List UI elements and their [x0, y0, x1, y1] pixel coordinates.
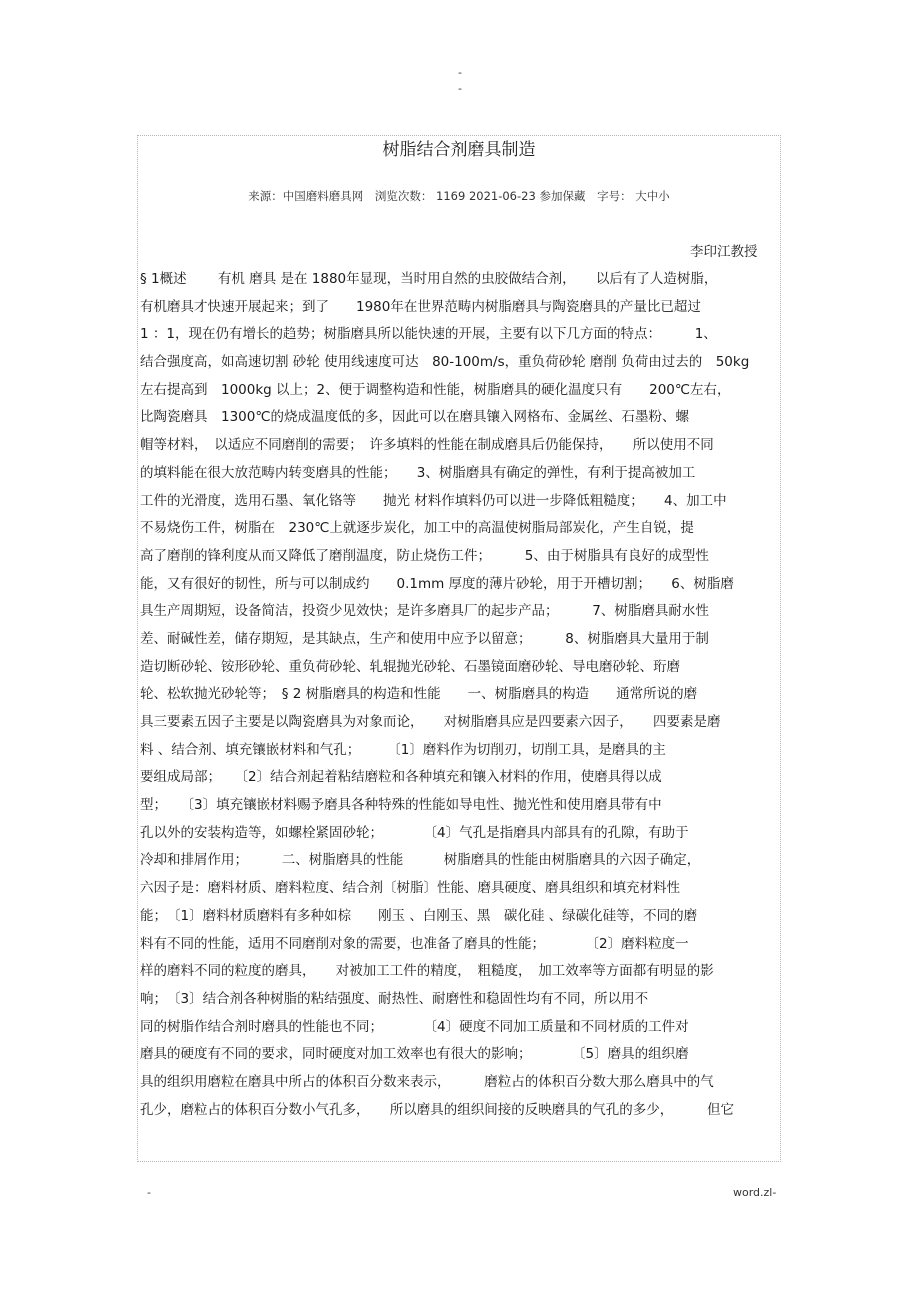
article-title: 树脂结合剂磨具制造 [382, 140, 536, 160]
body-line: 结合强度高，如高速切割 砂轮 使用线速度可达 80-100m/s，重负荷砂轮 磨削 负荷由过去的 50kg [140, 354, 750, 371]
header-mark-top: - [458, 66, 462, 79]
body-line: 六因子是：磨料材质、磨料粒度、结合剂〔树脂〕性能、磨具硬度、磨具组织和填充材料性 [140, 880, 680, 897]
body-line: 样的磨料不同的粒度的磨具， 对被加工工件的精度， 粗糙度， 加工效率等方面都有明显的影 [140, 963, 714, 980]
body-line: 高了磨削的锋利度从而又降低了磨削温度，防止烧伤工件； 5、由于树脂具有良好的成型性 [140, 547, 709, 564]
header-mark-bottom: - [458, 82, 462, 95]
body-line: 型； 〔3〕填充镶嵌材料赐予磨具各种特殊的性能如导电性、抛光性和使用磨具带有中 [140, 797, 662, 814]
body-line: 1 ：1，现在仍有增长的趋势；树脂磨具所以能快速的开展，主要有以下几方面的特点： 1、 [140, 326, 717, 343]
body-line: 帽等材料， 以适应不同磨削的需要； 许多填料的性能在制成磨具后仍能保持， 所以使用不同 [140, 437, 714, 454]
article-body [140, 266, 785, 1124]
body-line: 磨具的硬度有不同的要求，同时硬度对加工效率也有很大的影响； 〔5〕磨具的组织磨 [140, 1046, 689, 1063]
body-line: 冷却和排屑作用； 二、树脂磨具的性能 树脂磨具的性能由树脂磨具的六因子确定， [140, 852, 701, 869]
article-meta [137, 188, 781, 204]
body-line: 具三要素五因子主要是以陶瓷磨具为对象而论， 对树脂磨具应是四要素六因子， 四要素是磨 [140, 714, 721, 730]
body-line: 不易烧伤工件，树脂在 230℃上就逐步炭化，加工中的高温使树脂局部炭化，产生自锐，提 [140, 520, 694, 537]
footer-left-mark: - [147, 1186, 151, 1199]
body-line: 工件的光滑度，选用石墨、氧化铬等 抛光 材料作填料仍可以进一步降低粗糙度； 4、加工中 [140, 492, 727, 509]
body-line: 轮、松软抛光砂轮等； § 2 树脂磨具的构造和性能 一、树脂磨具的构造 通常所说的磨 [140, 686, 698, 703]
meta-font-size: 字号： 大中小 [597, 189, 670, 203]
body-line: 具的组织用磨粒在磨具中所占的体积百分数来表示， 磨粒占的体积百分数大那么磨具中的气 [140, 1073, 714, 1090]
body-line: 孔以外的安装构造等，如螺栓紧固砂轮； 〔4〕气孔是指磨具内部具有的孔隙，有助于 [140, 824, 689, 841]
body-line: 比陶瓷磨具 1300℃的烧成温度低的多，因此可以在磨具镶入网格布、金属丝、石墨粉、螺 [140, 409, 690, 426]
body-line: 能； 〔1〕磨料材质磨料有多种如棕 刚玉 、白刚玉、黑 碳化硅 、绿碳化硅等，不同的磨 [140, 907, 698, 924]
body-line: 具生产周期短，设备简洁，投资少见效快；是许多磨具厂的起步产品； 7、树脂磨具耐水性 [140, 603, 709, 620]
body-line: 的填料能在很大放范畴内转变磨具的性能； 3、树脂磨具有确定的弹性，有利于提高被加工 [140, 464, 696, 481]
meta-views: 浏览次数： 1169 2021-06-23 参加保藏 [374, 189, 586, 203]
body-line: 料有不同的性能，适用不同磨削对象的需要，也准备了磨具的性能； 〔2〕磨料粒度一 [140, 935, 689, 952]
body-line: 孔少，磨粒占的体积百分数小气孔多， 所以磨具的组织间接的反映磨具的气孔的多少， 但它 [140, 1101, 734, 1118]
meta-source: 来源：中国磨料磨具网 [248, 189, 364, 203]
body-line: 差、耐碱性差，储存期短，是其缺点，生产和使用中应予以留意； 8、树脂磨具大量用于制 [140, 630, 709, 647]
body-line: 料 、结合剂、填充镶嵌材料和气孔； 〔1〕磨料作为切削刃，切削工具，是磨具的主 [140, 741, 666, 758]
article-author: 李印江教授 [690, 244, 758, 260]
body-line: 响； 〔3〕结合剂各种树脂的粘结强度、耐热性、耐磨性和稳固性均有不同，所以用不 [140, 990, 649, 1007]
body-line: 左右提高到 1000kg 以上；2、便于调整构造和性能，树脂磨具的硬化温度只有 200℃左右， [140, 381, 731, 398]
body-line: 能，又有很好的韧性，所与可以制成约 0.1mm 厚度的薄片砂轮，用于开槽切割； 6、树脂磨 [140, 575, 734, 592]
body-line: § 1概述 有机 磨具 是在 1880年显现，当时用自然的虫胶做结合剂， 以后有了人造树脂， [140, 271, 718, 287]
body-line: 有机磨具才快速开展起来；到了 1980年在世界范畴内树脂磨具与陶瓷磨具的产量比已超过 [140, 298, 701, 315]
body-line: 要组成局部； 〔2〕结合剂起着粘结磨粒和各种填充和镶入材料的作用，使磨具得以成 [140, 769, 662, 786]
footer-right-mark: word.zl- [733, 1186, 777, 1199]
body-line: 同的树脂作结合剂时磨具的性能也不同； 〔4〕硬度不同加工质量和不同材质的工件对 [140, 1018, 689, 1035]
body-line: 造切断砂轮、铵形砂轮、重负荷砂轮、轧辊抛光砂轮、石墨镜面磨砂轮、导电磨砂轮、珩磨 [140, 658, 680, 675]
